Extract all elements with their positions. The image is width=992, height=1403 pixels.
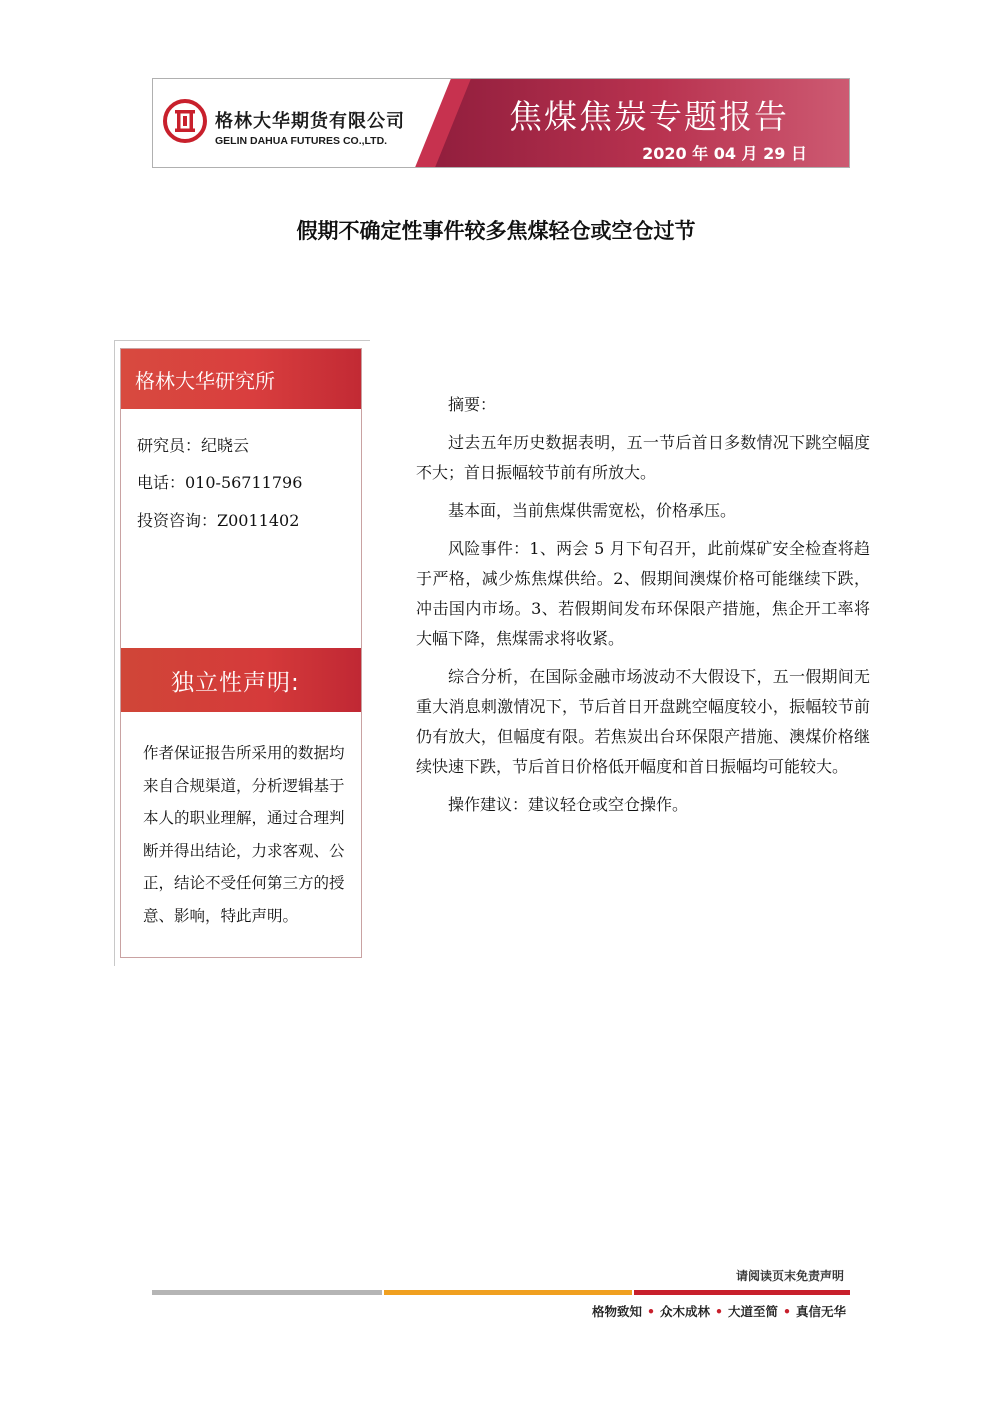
body-paragraph: 综合分析，在国际金融市场波动不大假设下，五一假期间无重大消息刺激情况下，节后首日开盘跳空幅度较小，振幅较节前仍有放大，但幅度有限。若焦炭出台环保限产措施、澳煤价格继续快速下跌，节后首日价格低开幅度和首日振幅均可能较大。 xyxy=(416,667,870,776)
sidebar-frame-line xyxy=(114,340,115,966)
slogan-item: 大道至简 xyxy=(727,1304,778,1319)
institute-heading: 格林大华研究所 xyxy=(121,349,361,409)
bullet-dot-icon: • xyxy=(714,1304,723,1319)
footer-slogan xyxy=(592,1302,846,1320)
disclaimer-note: 请阅读页末免责声明 xyxy=(735,1269,844,1283)
report-type-title: 焦煤焦炭专题报告 xyxy=(509,97,789,136)
body-paragraph: 过去五年历史数据表明，五一节后首日多数情况下跳空幅度不大；首日振幅较节前有所放大。 xyxy=(416,433,870,482)
company-name-en: GELIN DAHUA FUTURES CO.,LTD. xyxy=(215,135,388,147)
slogan-item: 格物致知 xyxy=(591,1304,642,1319)
page-title: 假期不确定性事件较多焦煤轻仓或空仓过节 xyxy=(296,219,696,243)
independence-statement-heading: 独立性声明: xyxy=(121,648,361,712)
body-paragraph: 操作建议：建议轻仓或空仓操作。 xyxy=(448,795,689,814)
independence-statement-text: 作者保证报告所采用的数据均来自合规渠道，分析逻辑基于本人的职业理解，通过合理判断并得出结论，力求客观、公正，结论不受任何第三方的授意、影响，特此声明。 xyxy=(143,744,345,925)
bullet-dot-icon: • xyxy=(782,1304,791,1319)
slogan-item: 众木成林 xyxy=(659,1304,710,1319)
body-paragraph: 基本面，当前焦煤供需宽松，价格承压。 xyxy=(448,501,737,520)
researcher-phone: 电话：010-56711796 xyxy=(137,473,303,492)
footer-bar-orange xyxy=(384,1290,632,1295)
footer-bar-gray xyxy=(152,1290,382,1295)
investment-license: 投资咨询：Z0011402 xyxy=(137,511,300,530)
analyst-info-panel xyxy=(120,348,362,958)
summary-label: 摘要： xyxy=(448,395,497,414)
slogan-item: 真信无华 xyxy=(795,1304,846,1319)
researcher-name: 研究员：纪晓云 xyxy=(137,436,250,455)
company-name-cn: 格林大华期货有限公司 xyxy=(215,111,405,132)
report-date: 2020 年 04 月 29 日 xyxy=(642,144,807,163)
report-body xyxy=(416,390,870,828)
report-header-banner xyxy=(152,78,850,168)
bullet-dot-icon: • xyxy=(646,1304,655,1319)
footer-bar-red xyxy=(634,1290,850,1295)
sidebar-frame-line xyxy=(114,340,370,341)
company-logo-icon xyxy=(163,99,207,143)
body-paragraph: 风险事件：1、两会 5 月下旬召开，此前煤矿安全检查将趋于严格，减少炼焦煤供给。2、假期间澳煤价格可能继续下跌，冲击国内市场。3、若假期间发布环保限产措施，焦企开工率将大幅下降，焦煤需求将收紧。 xyxy=(416,539,870,648)
